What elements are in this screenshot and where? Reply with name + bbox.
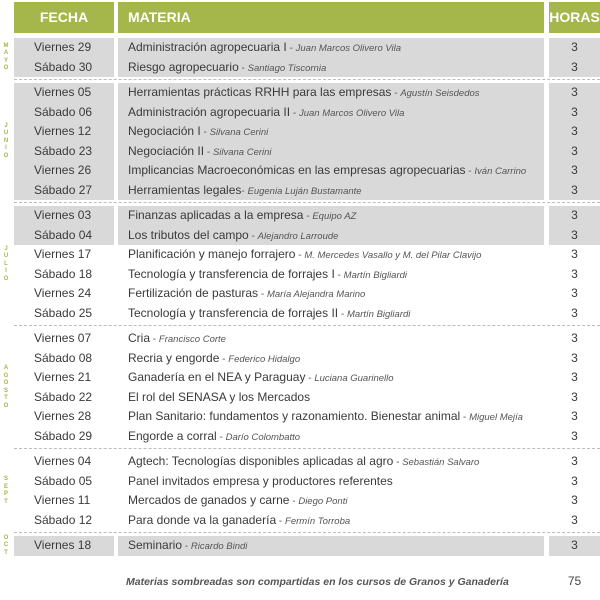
header-horas: HORAS — [549, 2, 600, 33]
teacher-name: Luciana Guarinello — [314, 373, 394, 384]
table-row — [0, 329, 600, 349]
teacher-name: Francisco Corte — [158, 334, 226, 345]
teacher-separator: - — [289, 496, 299, 507]
table-row — [0, 38, 600, 58]
teacher-name: Federico Hidalgo — [228, 353, 301, 365]
teacher-separator: - — [295, 250, 305, 261]
subject-name: Administración agropecuaria II — [128, 104, 291, 119]
row-fecha: Viernes 04 — [34, 454, 92, 468]
teacher-name: Iván Carrino — [474, 166, 527, 177]
teacher-name: Equipo AZ — [312, 211, 357, 222]
table-row — [0, 83, 600, 103]
row-materia — [118, 226, 544, 246]
subject-name: Herramientas legales — [128, 182, 242, 197]
row-fecha: Viernes 11 — [34, 493, 91, 507]
table-row — [0, 511, 600, 531]
teacher-name: Juan Marcos Olivero Vila — [298, 107, 405, 119]
row-horas: 3 — [571, 409, 578, 423]
row-materia — [118, 329, 544, 349]
teacher-name: Silvana Cerini — [212, 146, 272, 158]
month-label: A G O S T O — [3, 365, 9, 409]
row-fecha: Viernes 26 — [14, 161, 114, 181]
row-horas: 3 — [571, 266, 578, 281]
row-horas: 3 — [549, 206, 600, 226]
teacher-name: María Alejandra Marino — [266, 289, 366, 300]
teacher-separator: - — [286, 43, 296, 54]
row-fecha: Sábado 05 — [34, 473, 93, 488]
table-row — [0, 122, 600, 142]
row-horas: 3 — [549, 142, 600, 162]
table-row — [0, 368, 600, 388]
table-row — [0, 58, 600, 78]
row-fecha: Viernes 05 — [14, 83, 114, 103]
row-fecha: Sábado 12 — [34, 512, 93, 527]
subject-name: Seminario — [128, 538, 183, 552]
teacher-name: Eugenia Luján Bustamante — [247, 185, 362, 197]
teacher-separator: - — [241, 185, 248, 197]
row-materia — [118, 491, 544, 511]
row-materia — [118, 38, 544, 58]
row-materia — [118, 161, 544, 181]
row-horas: 3 — [571, 370, 578, 384]
footer-note: Materias sombreadas son compartidas en los cursos de Granos y Ganadería — [126, 576, 509, 588]
table-row — [0, 388, 600, 408]
row-horas: 3 — [549, 161, 600, 181]
row-fecha: Sábado 22 — [34, 389, 93, 404]
teacher-name: Sebastián Salvaro — [402, 457, 480, 468]
teacher-separator: - — [305, 373, 315, 384]
row-horas: 3 — [571, 473, 578, 488]
table-row — [0, 452, 600, 472]
teacher-separator: - — [248, 230, 258, 242]
row-horas: 3 — [571, 350, 578, 365]
row-horas: 3 — [549, 122, 600, 142]
subject-name: Agtech: Tecnologías disponibles aplicadas al agro — [128, 454, 394, 468]
row-materia — [118, 103, 544, 123]
teacher-separator: - — [216, 431, 226, 443]
subject-name: Mercados de ganados y carne — [128, 493, 290, 507]
table-row — [0, 245, 600, 265]
teacher-separator: - — [204, 146, 213, 158]
row-fecha: Sábado 27 — [14, 181, 114, 201]
row-materia — [118, 407, 544, 427]
month-label: M A Y O — [3, 42, 9, 71]
row-materia — [118, 181, 544, 201]
subject-name: Tecnología y transferencia de forrajes I — [128, 266, 335, 281]
subject-name: Negociación I — [128, 124, 201, 138]
row-fecha: Sábado 25 — [34, 305, 93, 320]
row-fecha: Sábado 18 — [34, 266, 93, 281]
teacher-separator: - — [334, 269, 344, 281]
table-row — [0, 181, 600, 201]
teacher-separator: - — [303, 211, 313, 222]
row-fecha: Viernes 17 — [34, 247, 92, 261]
row-materia — [118, 206, 544, 226]
teacher-separator: - — [258, 289, 267, 300]
teacher-separator: - — [393, 457, 403, 468]
subject-name: Finanzas aplicadas a la empresa — [128, 208, 304, 222]
table-row — [0, 491, 600, 511]
teacher-name: Ricardo Bindi — [190, 541, 248, 552]
table-row — [0, 265, 600, 285]
row-fecha: Viernes 24 — [34, 286, 92, 300]
month-label: J U L I O — [3, 245, 9, 282]
subject-name: Cria — [128, 331, 151, 345]
row-fecha: Viernes 28 — [34, 409, 92, 423]
table-row — [0, 472, 600, 492]
row-materia — [118, 265, 544, 285]
row-materia — [118, 452, 544, 472]
teacher-name: Silvana Cerini — [209, 127, 269, 138]
row-horas: 3 — [571, 493, 578, 507]
teacher-separator: - — [338, 308, 348, 320]
teacher-name: Alejandro Larroude — [257, 230, 339, 242]
row-fecha: Sábado 23 — [14, 142, 114, 162]
row-materia — [118, 142, 544, 162]
table-row — [0, 536, 600, 556]
header-fecha: FECHA — [14, 2, 114, 33]
month-label: J U N I O — [3, 122, 9, 159]
table-row — [0, 103, 600, 123]
row-horas: 3 — [571, 512, 578, 527]
row-fecha: Viernes 18 — [14, 536, 114, 556]
teacher-name: Miguel Mejía — [469, 412, 523, 423]
teacher-name: Santiago Tiscornia — [247, 62, 327, 74]
row-horas: 3 — [571, 454, 578, 468]
teacher-separator: - — [182, 541, 191, 552]
teacher-name: Agustín Seisdedos — [400, 88, 480, 99]
table-row — [0, 226, 600, 246]
row-horas: 3 — [571, 331, 578, 345]
subject-name: Recria y engorde — [128, 350, 220, 365]
row-horas: 3 — [571, 286, 578, 300]
row-fecha: Sábado 08 — [34, 350, 93, 365]
month-label: O C T — [3, 534, 9, 556]
row-fecha: Sábado 29 — [34, 428, 93, 443]
subject-name: Herramientas prácticas RRHH para las empresas — [128, 85, 392, 99]
teacher-separator: - — [150, 334, 159, 345]
row-fecha: Viernes 21 — [34, 370, 92, 384]
table-row — [0, 349, 600, 369]
row-horas: 3 — [571, 428, 578, 443]
subject-name: Panel invitados empresa y productores referentes — [128, 473, 393, 488]
row-materia — [118, 368, 544, 388]
row-fecha: Viernes 29 — [14, 38, 114, 58]
teacher-name: Martín Bigliardi — [347, 308, 411, 320]
table-row — [0, 427, 600, 447]
subject-name: Tecnología y transferencia de forrajes II — [128, 305, 339, 320]
teacher-name: Fermín Torroba — [285, 515, 351, 527]
teacher-name: M. Mercedes Vasallo y M. del Pilar Clavijo — [304, 250, 482, 261]
subject-name: Ganadería en el NEA y Paraguay — [128, 370, 306, 384]
row-horas: 3 — [571, 305, 578, 320]
subject-name: Negociación II — [128, 143, 205, 158]
teacher-separator: - — [238, 62, 248, 74]
row-horas: 3 — [571, 247, 578, 261]
row-horas: 3 — [549, 226, 600, 246]
subject-name: Administración agropecuaria I — [128, 40, 287, 54]
subject-name: Los tributos del campo — [128, 227, 249, 242]
row-horas: 3 — [549, 181, 600, 201]
subject-name: Riesgo agropecuario — [128, 59, 239, 74]
row-materia — [118, 83, 544, 103]
subject-name: Plan Sanitario: fundamentos y razonamiento. Bienestar animal — [128, 409, 461, 423]
teacher-name: Darío Colombatto — [225, 431, 301, 443]
subject-name: Para donde va la ganadería — [128, 512, 277, 527]
teacher-separator: - — [465, 166, 475, 177]
row-materia — [118, 472, 544, 492]
table-row — [0, 161, 600, 181]
subject-name: Planificación y manejo forrajero — [128, 247, 296, 261]
row-fecha: Sábado 06 — [14, 103, 114, 123]
row-horas: 3 — [549, 103, 600, 123]
row-materia — [118, 536, 544, 556]
teacher-separator: - — [219, 353, 229, 365]
row-fecha: Viernes 12 — [14, 122, 114, 142]
footer-total-hours: 75 — [567, 574, 582, 588]
row-horas: 3 — [549, 83, 600, 103]
teacher-separator: - — [200, 127, 210, 138]
teacher-separator: - — [391, 88, 401, 99]
teacher-separator: - — [276, 515, 286, 527]
row-materia — [118, 284, 544, 304]
row-horas: 3 — [549, 58, 600, 78]
row-materia — [118, 245, 544, 265]
teacher-name: Juan Marcos Olivero Vila — [295, 43, 402, 54]
row-horas: 3 — [549, 38, 600, 58]
row-fecha: Viernes 03 — [14, 206, 114, 226]
row-fecha: Sábado 30 — [14, 58, 114, 78]
row-materia — [118, 58, 544, 78]
subject-name: Implicancias Macroeconómicas en las empresas agropecuarias — [128, 163, 466, 177]
row-materia — [118, 349, 544, 369]
row-materia — [118, 427, 544, 447]
row-horas: 3 — [571, 389, 578, 404]
subject-name: Engorde a corral — [128, 428, 217, 443]
row-fecha: Viernes 07 — [34, 331, 92, 345]
month-label: S E P T — [3, 476, 8, 505]
table-row — [0, 284, 600, 304]
row-horas: 3 — [549, 536, 600, 556]
row-materia — [118, 304, 544, 324]
teacher-separator: - — [290, 107, 299, 119]
row-materia — [118, 511, 544, 531]
row-fecha: Sábado 04 — [14, 226, 114, 246]
row-materia — [118, 388, 544, 408]
row-materia — [118, 122, 544, 142]
teacher-name: Martín Bigliardi — [343, 269, 408, 281]
table-row — [0, 304, 600, 324]
teacher-name: Diego Ponti — [298, 496, 348, 507]
table-row — [0, 407, 600, 427]
subject-name: Fertilización de pasturas — [128, 286, 259, 300]
table-row — [0, 206, 600, 226]
header-materia: MATERIA — [118, 2, 544, 33]
subject-name: El rol del SENASA y los Mercados — [128, 389, 311, 404]
teacher-separator: - — [460, 412, 470, 423]
table-row — [0, 142, 600, 162]
